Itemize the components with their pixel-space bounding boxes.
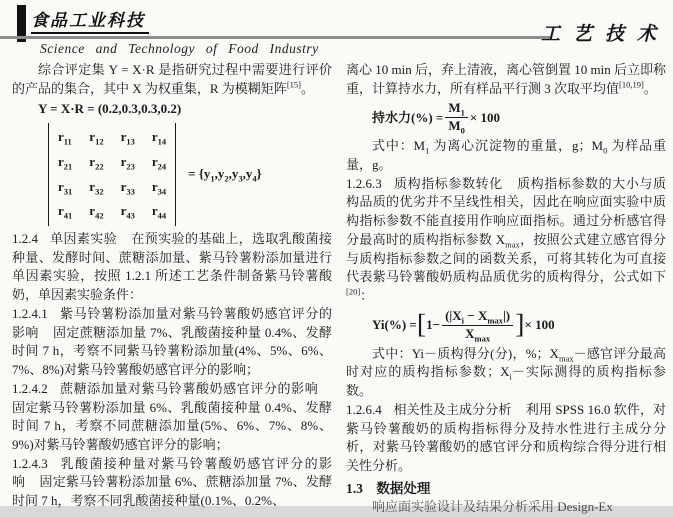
note-text: 式中：M xyxy=(372,138,426,154)
matrix-cell xyxy=(89,202,103,221)
journal-name-english: Science and Technology of Food Industry xyxy=(40,41,319,56)
big-bracket-open: [ xyxy=(416,309,427,341)
matrix-result-text: , xyxy=(228,166,232,182)
matrix-result xyxy=(188,165,262,184)
note-text: 为离心沉淀物的重量，g；M xyxy=(429,138,604,154)
matrix-cell-base: r xyxy=(58,153,64,169)
right-column xyxy=(346,61,666,515)
section-title: 质构指标参数转化 xyxy=(393,175,503,191)
section-label: 工艺技术 xyxy=(540,24,669,45)
matrix-cell xyxy=(121,178,135,197)
section-number: 1.2.4 xyxy=(12,231,38,247)
section-body: ： xyxy=(360,288,374,304)
matrix-result-text: y xyxy=(203,166,211,182)
matrix-cell-sub: 11 xyxy=(63,136,72,147)
paragraph-text: 。 xyxy=(300,80,314,96)
note-sub: 1 xyxy=(425,145,430,156)
matrix-result-text: = { xyxy=(188,166,204,182)
matrix-cell xyxy=(152,153,166,172)
paragraph-formula-note-yi xyxy=(346,345,666,401)
matrix-cell xyxy=(121,153,135,172)
section-number: 1.3 xyxy=(346,480,363,496)
equation-lhs: 持水力(%) = xyxy=(372,109,444,125)
equation-term: 1− xyxy=(426,316,441,332)
fraction xyxy=(445,101,468,134)
matrix-cell xyxy=(89,128,103,147)
equation-rhs: × 100 xyxy=(469,109,501,125)
section-title: 相关性及主成分分析 xyxy=(393,401,512,417)
left-column xyxy=(12,61,332,511)
paragraph-text: 。 xyxy=(643,80,657,96)
big-bracket-close: ] xyxy=(515,309,525,341)
matrix-cell-base: r xyxy=(151,129,158,145)
matrix-cell xyxy=(89,153,103,172)
matrix-cell xyxy=(121,202,135,221)
matrix-cell xyxy=(121,128,135,147)
article-body xyxy=(12,61,666,515)
citation-ref: [10,19] xyxy=(619,79,644,90)
matrix-result-sub: 4 xyxy=(252,173,257,184)
paragraph-text: 综合评定集 Y = X·R 是指研究过程中需要进行评价的产品的集合，其中 X 为权重集，R 为模糊矩阵 xyxy=(12,62,332,96)
matrix-result-text: y xyxy=(245,166,253,182)
fraction-denominator xyxy=(442,326,513,342)
equation-lhs: Yi(%) = xyxy=(372,316,417,332)
section-1-2-6-4 xyxy=(346,401,666,476)
section-1-2-4-3 xyxy=(12,455,332,511)
paragraph-comprehensive-evaluation-set xyxy=(12,61,332,98)
matrix-cell-sub: 33 xyxy=(126,186,135,197)
matrix-result-sub: 3 xyxy=(238,173,243,184)
matrix-result-sub: 1 xyxy=(210,173,215,184)
section-number: 1.2.4.3 xyxy=(12,455,48,471)
matrix-cell xyxy=(89,178,103,197)
fraction-sub: max xyxy=(487,315,503,326)
fraction-sub: 1 xyxy=(460,108,465,119)
matrix-cell-sub: 24 xyxy=(157,161,167,172)
fraction-text: − X xyxy=(464,307,488,323)
matrix-cell-sub: 12 xyxy=(95,136,104,147)
paragraph-formula-note-water xyxy=(346,137,666,174)
matrix-cell-base: r xyxy=(120,178,127,194)
fuzzy-matrix xyxy=(48,123,176,226)
matrix-cell-base: r xyxy=(89,178,96,194)
matrix-cell xyxy=(58,178,72,197)
fraction-text: M xyxy=(448,118,461,134)
matrix-cell-base: r xyxy=(58,203,64,219)
matrix-cell xyxy=(152,128,166,147)
citation-ref: [15] xyxy=(286,79,301,90)
section-1-2-4 xyxy=(12,230,332,305)
matrix-cell-base: r xyxy=(89,129,96,145)
matrix-cell-sub: 31 xyxy=(63,186,73,197)
equation-rhs: × 100 xyxy=(524,316,555,332)
matrix-result-text: } xyxy=(256,166,262,182)
matrix-cell-base: r xyxy=(151,153,158,169)
fraction-numerator xyxy=(445,101,468,118)
citation-ref: [20] xyxy=(346,286,361,297)
note-text: －感官评分最高时对应的质构指标参数；X xyxy=(346,345,666,380)
matrix-cell-sub: 44 xyxy=(157,210,167,221)
section-body: 在预实验的基础上，选取乳酸菌接种量、发酵时间、蔗糖添加量、紫马铃薯粉添加量进行单因素实验，按照 1.2.1 所述工艺条件制备紫马铃薯酸奶，单因素实验条件： xyxy=(12,231,332,303)
section-1-2-4-2 xyxy=(12,380,332,455)
note-text: －实际测得的质构指标参数。 xyxy=(346,364,666,399)
section-number: 1.2.4.1 xyxy=(12,305,48,321)
matrix-cell-base: r xyxy=(89,203,96,219)
journal-logo: 食品工业科技 xyxy=(31,6,149,34)
matrix-cell-sub: 34 xyxy=(157,186,167,197)
matrix-cell-sub: 41 xyxy=(63,210,73,221)
matrix-cell-sub: 14 xyxy=(157,136,167,147)
matrix-cell-sub: 32 xyxy=(95,186,104,197)
matrix-cell-base: r xyxy=(120,129,127,145)
fraction-text: (|X xyxy=(445,307,462,323)
section-body: 固定紫马铃薯粉添加量 6%、蔗糖添加量 7%、发酵时间 7 h，考察不同乳酸菌接种量(0.1%、0.2%、 xyxy=(12,474,332,509)
section-body: 利用 SPSS 16.0 软件，对紫马铃薯酸奶的质构指标得分及持水性进行主成分分析，对紫马铃薯酸奶的感官评分和质构综合得分进行相关性分析。 xyxy=(346,401,666,473)
section-title: 单因素实验 xyxy=(49,231,118,247)
paragraph-text: 离心 10 min 后，弃上清液，离心管倒置 10 min 后立即称重，计算持水力，所有样品平行测 3 次取平均值 xyxy=(346,62,666,96)
equation-texture-score xyxy=(346,309,666,342)
matrix-cell-sub: 13 xyxy=(126,136,135,147)
matrix-cell-base: r xyxy=(151,178,158,194)
section-number: 1.2.6.3 xyxy=(346,175,382,191)
variable-sub: max xyxy=(505,239,520,250)
matrix-cell-sub: 43 xyxy=(126,210,135,221)
page-header xyxy=(0,0,673,60)
matrix-result-text: y xyxy=(231,166,239,182)
section-body: 固定蔗糖添加量 7%、乳酸菌接种量 0.4%、发酵时间 7 h，考察不同紫马铃薯粉添加量(4%、5%、6%、7%、8%)对紫马铃薯酸奶感官评分的影响； xyxy=(12,324,332,378)
matrix-result-text: , xyxy=(214,166,218,182)
matrix-cell-base: r xyxy=(89,153,96,169)
section-title: 数据处理 xyxy=(376,480,431,496)
matrix-cell xyxy=(58,153,72,172)
section-1-2-6-3 xyxy=(346,175,666,306)
section-1-3-heading xyxy=(346,479,666,498)
matrix-cell xyxy=(58,202,72,221)
section-title: 乳酸菌接种量对紫马铃薯酸奶感官评分的影响 xyxy=(12,455,332,490)
matrix-cell-sub: 21 xyxy=(63,161,73,172)
note-sub: 0 xyxy=(603,145,608,156)
matrix-cell-base: r xyxy=(58,178,64,194)
section-1-2-4-1 xyxy=(12,305,332,380)
section-number: 1.2.6.4 xyxy=(346,401,382,417)
section-body: 固定紫马铃薯粉添加量 6%、乳酸菌接种量 0.4%、发酵时间 7 h，考察不同蔗糖添加量(5%、6%、7%、8%、9%)对紫马铃薯酸奶感官评分的影响； xyxy=(12,399,332,452)
matrix-cell-sub: 23 xyxy=(126,161,135,172)
paragraph-water-holding-method xyxy=(346,61,666,98)
matrix-cell-sub: 42 xyxy=(95,210,104,221)
matrix-cell xyxy=(152,178,166,197)
equation-weight-set: Y = X·R = (0.2,0.3,0.3,0.2) xyxy=(38,101,182,117)
fraction xyxy=(442,309,513,342)
section-number: 1.2.4.2 xyxy=(12,380,48,396)
fraction-sub: 0 xyxy=(460,125,465,136)
section-body: ，按照公式建立感官得分与质构指标参数之间的函数关系，可将其转化为可直接代表紫马铃薯酸奶质构品质优劣的质构得分，公式如下 xyxy=(346,231,666,285)
matrix-result-text: , xyxy=(242,166,246,182)
section-title: 紫马铃薯粉添加量对紫马铃薯酸奶感官评分的影响 xyxy=(12,305,332,340)
note-text: 为样品重量，g。 xyxy=(346,138,666,173)
fraction-text: X xyxy=(465,325,475,341)
matrix-result-text: y xyxy=(217,166,225,182)
matrix-cell-base: r xyxy=(120,203,127,219)
matrix-result-sub: 2 xyxy=(224,173,229,184)
matrix-cell-base: r xyxy=(120,153,127,169)
fraction-text: |) xyxy=(502,307,511,323)
note-sub: i xyxy=(509,371,512,382)
note-text: 式中：Yi－质构得分(分)，%；X xyxy=(372,345,559,361)
fraction-sub: i xyxy=(461,315,465,326)
matrix-cell-base: r xyxy=(58,129,64,145)
matrix-cell xyxy=(58,128,72,147)
section-body: 质构指标参数的大小与质构品质的优劣并不呈线性相关，因此在响应面实验中质构指标参数不能直接用作响应面指标。通过分析感官得分最高时的质构指标参数 X xyxy=(346,175,666,247)
equation-water-holding xyxy=(346,101,666,134)
matrix-cell-base: r xyxy=(151,203,158,219)
matrix-cell-sub: 22 xyxy=(95,161,104,172)
paragraph-cut-off-at-page-bottom: 响应面实验设计及结果分析采用 Design-Ex xyxy=(372,499,613,515)
fuzzy-matrix-equation xyxy=(48,123,332,226)
fraction-denominator xyxy=(445,118,468,134)
matrix-cell xyxy=(152,202,166,221)
fraction-sub: max xyxy=(474,333,491,344)
header-divider-rule xyxy=(0,36,552,39)
fraction-text: M xyxy=(448,100,461,116)
section-title: 蔗糖添加量对紫马铃薯酸奶感官评分的影响 xyxy=(59,380,318,396)
fraction-numerator xyxy=(442,309,513,326)
note-sub: max xyxy=(558,353,574,364)
